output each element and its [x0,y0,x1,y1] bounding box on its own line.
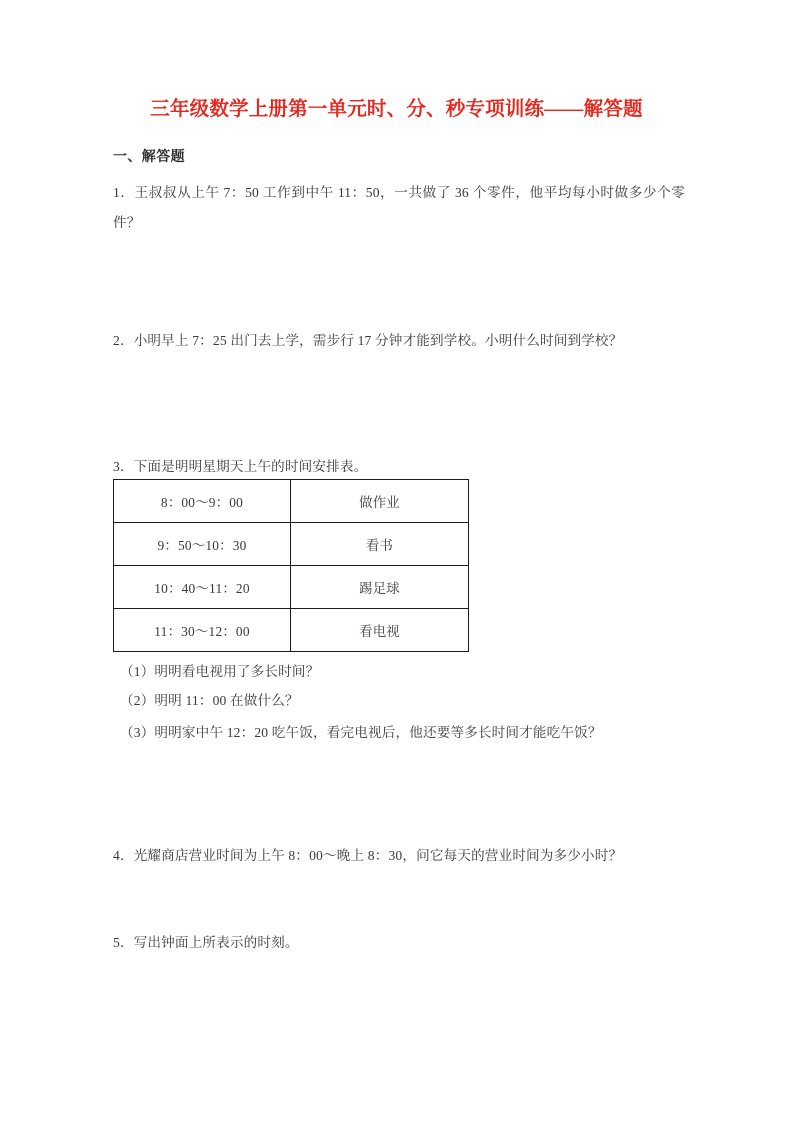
question-1: 1．王叔叔从上午 7：50 工作到中午 11：50，一共做了 36 个零件，他平均每小时做多少个零件？ [113,185,685,230]
table-cell-activity: 做作业 [291,480,469,523]
table-row [114,480,469,523]
schedule-table [113,479,469,652]
question-5: 5．写出钟面上所表示的时刻。 [113,935,299,950]
table-cell-activity: 看书 [291,523,469,566]
question-3-sub-a: （1）明明看电视用了多长时间？ [120,664,320,679]
question-3-sub-c: （3）明明家中午 12：20 吃午饭，看完电视后，他还要等多长时间才能吃午饭？ [120,725,602,740]
table-cell-time: 9：50～10：30 [114,523,291,566]
question-2: 2．小明早上 7：25 出门去上学，需步行 17 分钟才能到学校。小明什么时间到学校？ [113,333,623,348]
table-cell-time: 11：30～12：00 [114,609,291,652]
question-4: 4．光耀商店营业时间为上午 8：00～晚上 8：30，问它每天的营业时间为多少小时？ [113,848,623,863]
table-row [114,566,469,609]
table-cell-time: 8：00～9：00 [114,480,291,523]
table-row [114,523,469,566]
table-cell-time: 10：40～11：20 [114,566,291,609]
table-cell-activity: 看电视 [291,609,469,652]
table-row [114,609,469,652]
page-title: 三年级数学上册第一单元时、分、秒专项训练——解答题 [150,99,643,120]
table-cell-activity: 踢足球 [291,566,469,609]
question-3-sub-b: （2）明明 11：00 在做什么？ [120,693,299,708]
section-heading-answer-questions: 一、解答题 [113,150,185,165]
schedule-table-body [114,480,469,652]
question-3-intro: 3．下面是明明星期天上午的时间安排表。 [113,459,368,474]
